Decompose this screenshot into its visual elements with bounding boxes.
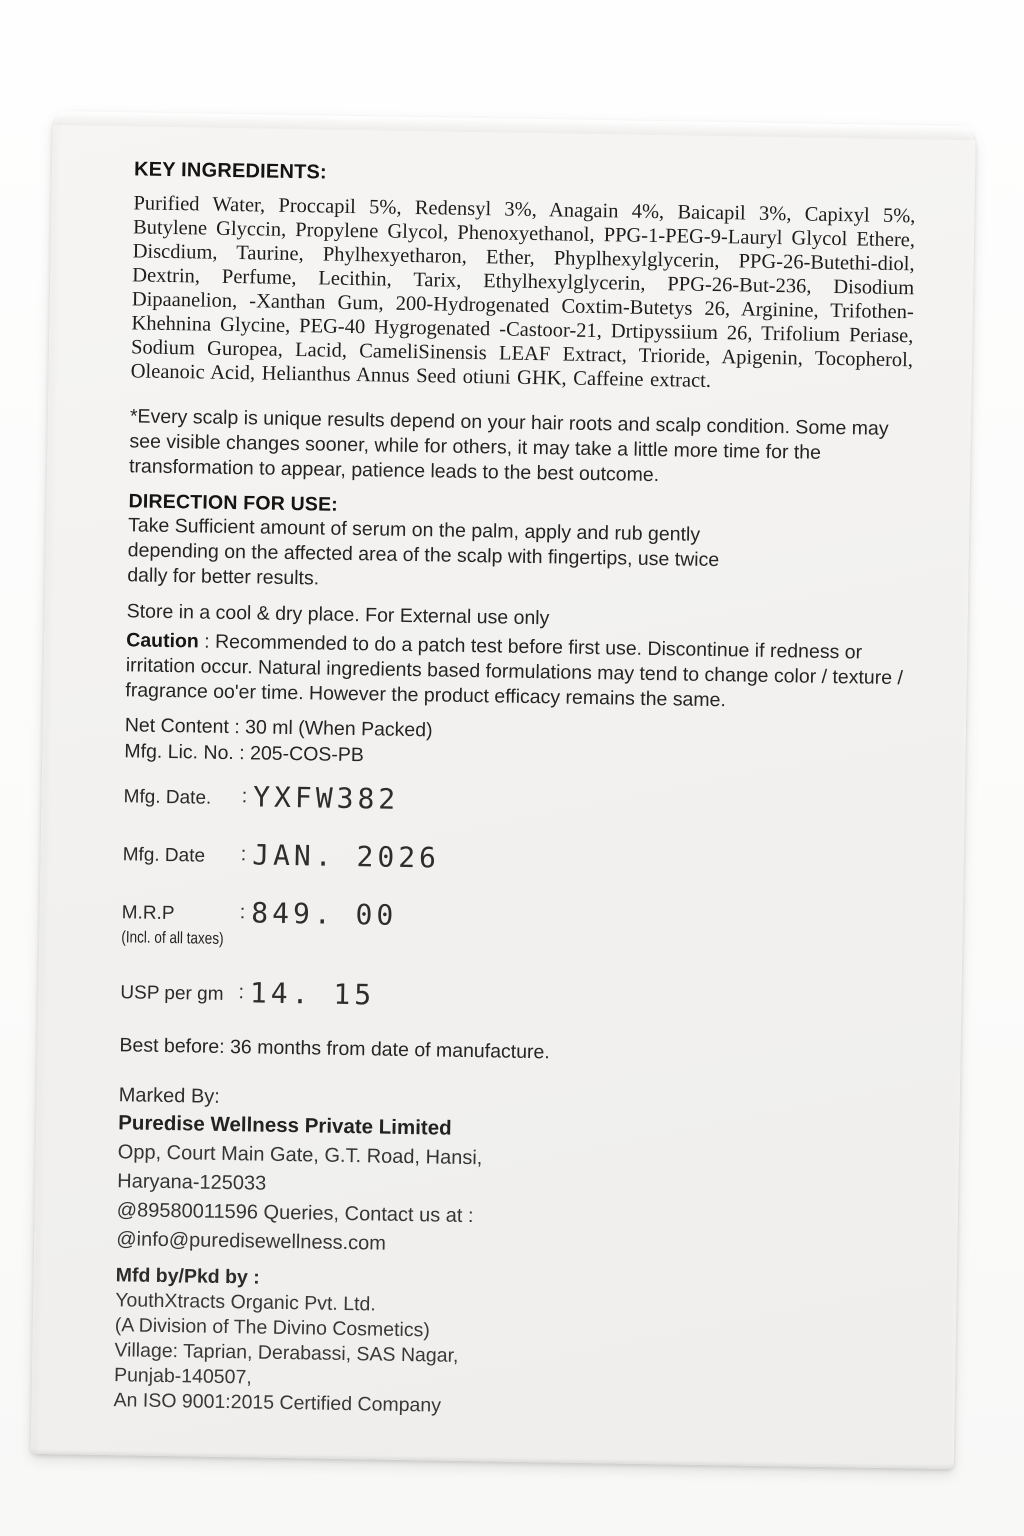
directions-text: Take Sufficient amount of serum on the palm, apply and rub gently depending on the affected area of the scalp with fingertips, use twice dally for better results. [127, 514, 720, 590]
caution-label: Caution [126, 629, 199, 653]
key-ingredients-text: Purified Water, Proccapil 5%, Redensyl 3%, Anagain 4%, Baicapil 3%, Capixyl 5%, Butylene Glyccin, Propylene Glycol, Phenoxyethanol, PPG-1-PEG-9-Lauryl Glycol Ethere, Discdium, Taurine, Phylhexyetharon, Ether, Phyplhexylglycerin, PPG-26-Butethi-diol, Dextrin, Perfume, Lecithin, Tarix, Ethylhexylglycerin, PPG-26-But-236, Disodium Dipaanelion, -Xanthan Gum, 200-Hydrogenated Coxtim-Butetys 26, Arginine, Trifothen-Khehnina Glycine, PEG-40 Hygrogenated -Castoor-21, Drtipyssiium 26, Trifolium Periase, Sodium Guropea, Lacid, CameliSinensis LEAF Extract, Trioride, Apigenin, Tocopherol, Oleanoic Acid, Helianthus Annus Seed otiuni GHK, Caffeine extract. [130, 192, 916, 392]
usp-row [120, 975, 902, 1020]
mfd-by-line: An ISO 9001:2015 Certified Company [113, 1389, 442, 1417]
mfg-date-row [122, 837, 904, 882]
mfg-code-value: YXFW382 [252, 780, 400, 816]
mfd-by-heading: Mfd by/Pkd by : [115, 1264, 260, 1289]
marked-by-company: Puredise Wellness Private Limited [118, 1111, 452, 1140]
mfg-code-row [123, 779, 905, 824]
mfd-by-line: Village: Taprian, Derabassi, SAS Nagar, [114, 1339, 459, 1367]
caution-text [125, 628, 908, 716]
mfd-by-block [113, 1262, 897, 1426]
mfg-date-value: JAN. 2026 [251, 838, 441, 875]
mrp-value: 849. 00 [251, 896, 398, 932]
mrp-colon: : [239, 901, 246, 924]
marked-by-contact-line: @89580011596 Queries, Contact us at : [116, 1199, 474, 1228]
product-box-back-panel [31, 111, 976, 1469]
mrp-row [121, 895, 904, 962]
mfg-license-text: Mfg. Lic. No. : 205-COS-PB [124, 740, 365, 767]
usp-label: USP per gm [120, 982, 224, 1005]
mrp-label-text: M.R.P [121, 902, 175, 925]
printed-stamps [120, 779, 906, 1020]
mrp-sublabel: (Incl. of all taxes) [121, 928, 224, 948]
scalp-note-text: *Every scalp is unique results depend on your hair roots and scalp condition. Some may see visible changes sooner, while for others, it may take a little more time for the transformation to appear, patience leads to the best outcome. [128, 405, 889, 487]
mfg-date-colon: : [240, 843, 247, 866]
storage-text: Store in a cool & dry place. For External use only [126, 600, 550, 630]
key-ingredients-heading: KEY INGREDIENTS: [133, 158, 328, 184]
caution-body: : Recommended to do a patch test before first use. Discontinue if redness or irritation occur. Natural ingredients based formulations may tend to change color / texture / fragrance oo'er time. However the product efficacy remains the same. [125, 630, 904, 712]
mfd-by-line: (A Division of The Divino Cosmetics) [114, 1314, 431, 1342]
mfg-code-label: Mfg. Date. [123, 786, 212, 809]
mfd-by-line: Punjab-140507, [113, 1364, 252, 1389]
marked-by-address-line: Opp, Court Main Gate, G.T. Road, Hansi, [117, 1141, 483, 1170]
net-content-block [124, 712, 907, 777]
marked-by-address-line: Haryana-125033 [117, 1170, 267, 1195]
marked-by-block [116, 1082, 901, 1267]
mfg-date-label: Mfg. Date [122, 844, 206, 867]
usp-colon: : [238, 981, 245, 1004]
directions-heading: DIRECTION FOR USE: [128, 490, 339, 516]
best-before-text: Best before: 36 months from date of manufacture. [119, 1034, 550, 1064]
mfg-code-colon: : [241, 785, 248, 808]
net-content-text: Net Content : 30 ml (When Packed) [124, 714, 433, 742]
marked-by-email-line: @info@puredisewellness.com [116, 1228, 387, 1255]
mfd-by-line: YouthXtracts Organic Pvt. Ltd. [115, 1289, 376, 1316]
label-content [113, 112, 916, 1426]
mrp-label [121, 895, 240, 951]
usp-value: 14. 15 [249, 976, 376, 1012]
marked-by-heading: Marked By: [118, 1084, 221, 1108]
